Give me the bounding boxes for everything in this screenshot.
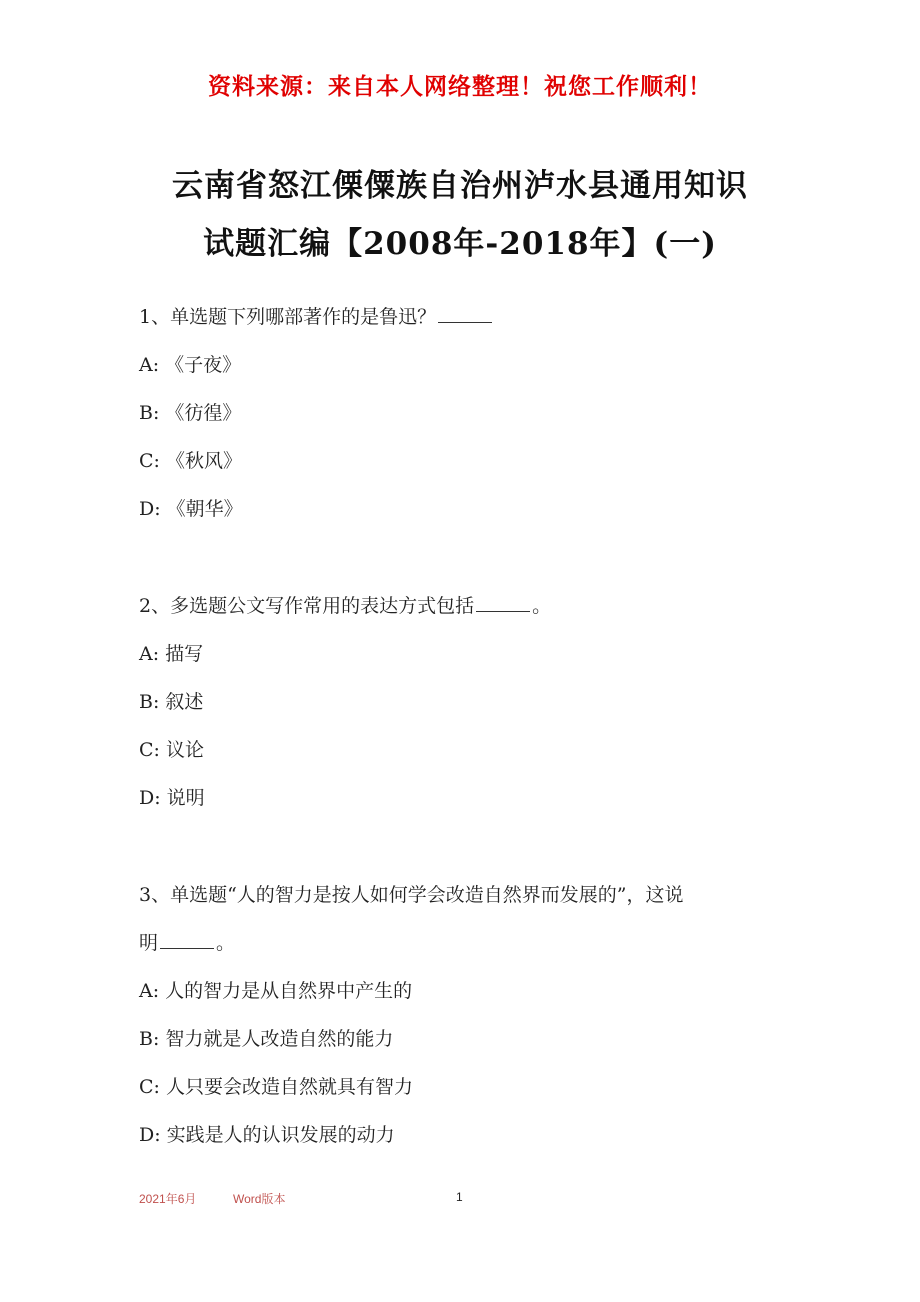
question-1-option-a: A: 《子夜》 (139, 354, 242, 376)
question-1-stem (139, 302, 494, 329)
question-1-option-b: B: 《彷徨》 (139, 402, 242, 424)
document-title-line-2: 试题汇编【2008年-2018年】(一) (203, 226, 717, 262)
question-3-option-d: D: 实践是人的认识发展的动力 (139, 1124, 395, 1146)
question-3-option-b: B: 智力就是人改造自然的能力 (139, 1028, 394, 1050)
question-3-stem-line-1: 3、单选题“人的智力是按人如何学会改造自然界而发展的”，这说 (139, 884, 684, 906)
page-number: 1 (456, 1190, 463, 1204)
question-2-option-a: A: 描写 (139, 643, 204, 665)
question-3-stem-line-2 (139, 928, 235, 955)
question-3-option-c: C: 人只要会改造自然就具有智力 (139, 1076, 413, 1098)
question-2-option-d: D: 说明 (139, 787, 205, 809)
question-3-stem-text: 明 (139, 932, 159, 954)
answer-blank (160, 930, 214, 949)
question-3-stem-end: 。 (216, 932, 236, 954)
question-2-stem-text: 2、多选题公文写作常用的表达方式包括 (139, 595, 475, 617)
question-1-stem-text: 1、单选题下列哪部著作的是鲁迅？ (139, 306, 437, 328)
footer-version: Word版本 (233, 1192, 286, 1206)
question-1-option-d: D: 《朝华》 (139, 498, 243, 520)
answer-blank (476, 593, 530, 612)
question-2-stem-end: 。 (532, 595, 552, 617)
source-notice: 资料来源：来自本人网络整理！祝您工作顺利！ (208, 74, 712, 100)
question-2-option-c: C: 议论 (139, 739, 204, 761)
footer-date: 2021年6月 (139, 1192, 197, 1206)
question-3-option-a: A: 人的智力是从自然界中产生的 (139, 980, 413, 1002)
answer-blank (438, 304, 492, 323)
question-2-option-b: B: 叙述 (139, 691, 204, 713)
question-1-option-c: C: 《秋风》 (139, 450, 242, 472)
document-title-line-1: 云南省怒江傈僳族自治州泸水县通用知识 (172, 168, 748, 204)
question-2-stem (139, 591, 551, 618)
